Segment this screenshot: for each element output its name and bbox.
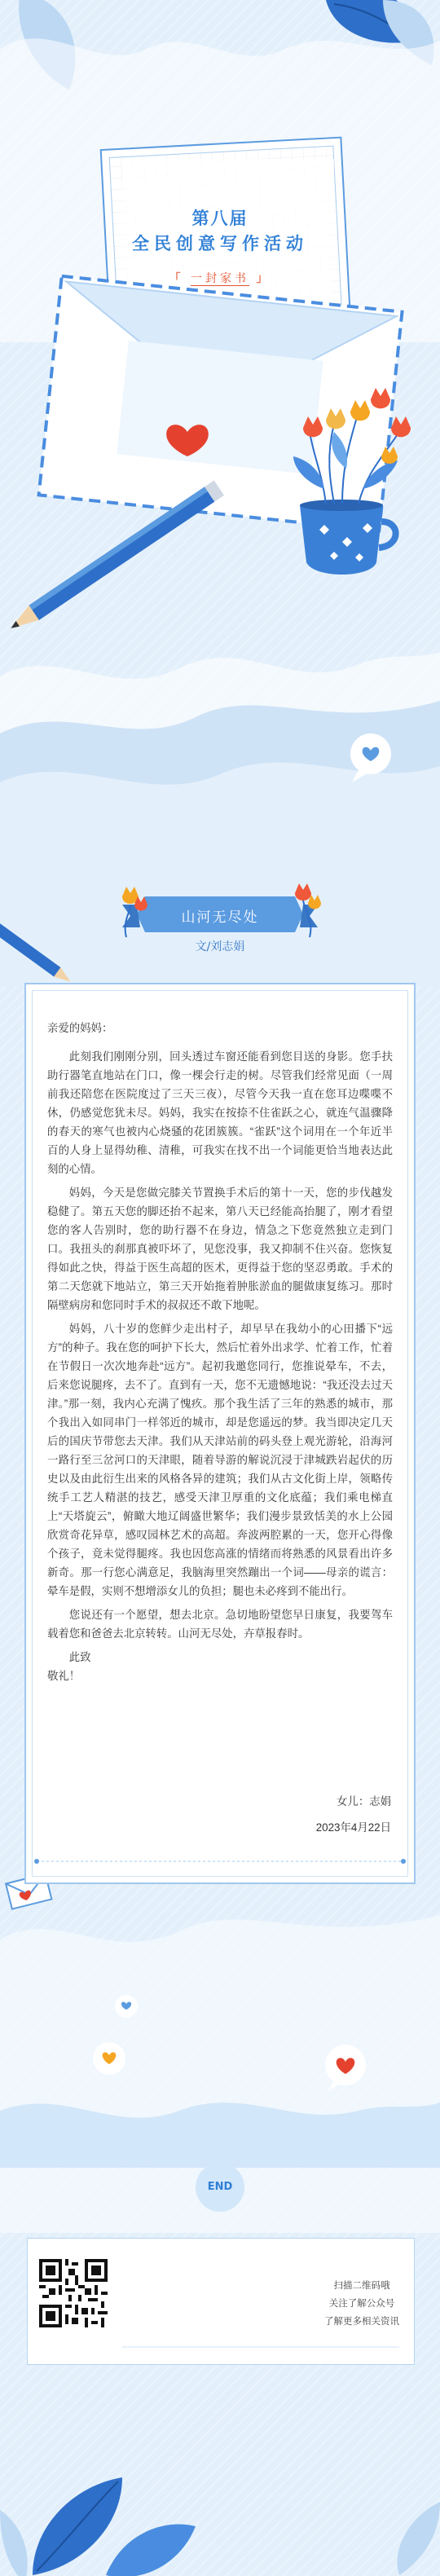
paragraph: 妈妈，八十岁的您鲜少走出村子，却早早在我幼小的心田播下“远方”的种子。我在您的呵护下长大，然后忙着外出求学、忙着工作，忙着在节假日一次次地奔赴“远方”。起初我邀您同行，您推说晕车，不去，后来您说腿疼，去不了。直到有一天，您不无遗憾地说：“我还没去过天津。”那一刻，我内心充满了愧疚。那个我生活了三年的熟悉的城市，那个我出入如同串门一样邻近的城市，却是您遥远的梦。我当即决定几天后的国庆节带您去天津。我们从天津站前的码头登上观光游轮，沿海河一路行至三岔河口的天津眼，随着导游的解说沉浸于津城跌岩起伏的历史以及由此衍生出来的风格各异的建筑；我们从古文化街上岸，领略传统手工艺人精湛的技艺，感受天津卫厚重的文化底蕴；我们乘电梯直上“天塔旋云”，俯瞰大地辽阔盛世繁华；我们漫步景致恬美的水上公园欣赏奇花异草，感叹园林艺术的高超。奔波两腔累的一天，您开心得像个孩子，竟未觉得腿疼。我也因您高涨的情绪而将熟悉的风景看出许多新奇。那一行您心满意足，我脑海里突然蹦出一个词——母亲的谎言：晕车是假，实则不想增添女儿的负担；腿也未必疼到不能出行。 xyxy=(47,1323,393,1597)
footer-line: 关注了解公众号 xyxy=(328,2297,395,2309)
footer-text xyxy=(324,2276,399,2330)
letter-date: 2023年4月22日 xyxy=(315,1821,391,1834)
heart-bubble-icon xyxy=(93,2042,125,2075)
article-author: 文/刘志娟 xyxy=(195,940,245,953)
event-subtitle xyxy=(0,270,440,286)
edition-title: 第八届 xyxy=(191,209,249,228)
closing-line: 敬礼！ xyxy=(47,1670,81,1682)
event-title: 全民创意写作活动 xyxy=(132,234,308,253)
greeting: 亲爱的妈妈： xyxy=(47,1022,113,1034)
qr-code-icon[interactable] xyxy=(39,2259,108,2327)
article-title: 山河无尽处 xyxy=(181,909,259,926)
footer-divider xyxy=(122,2343,399,2351)
end-badge: END xyxy=(196,2163,244,2212)
paragraph: 您说还有一个愿望，想去北京。急切地盼望您早日康复，我要驾车载着您和爸爸去北京转转。山河无尽处，卉草报春时。 xyxy=(47,1609,393,1640)
paragraph: 妈妈，今天是您做完膝关节置换手术后的第十一天，您的步伐越发稳健了。第五天您的脚还抬不起来，第八天已经能高抬腿了，刚才看望您的客人告别时，您的助行器不在身边，情急之下您竟然独立走到门口。我扭头的刹那真被吓坏了，见您没事，我又抑制不住兴奋。您恢复得如此之快，得益于医生高超的医术，更得益于您的坚忍勇敢。手术的第二天您就下地站立，第三天开始拖着肿胀淤血的腿做康复练习。那时隔壁病房和您同时手术的叔叔还不敢下地呢。 xyxy=(47,1187,393,1311)
heart-bubble-icon xyxy=(115,1995,138,2018)
divider xyxy=(24,1853,416,1869)
signature: 女儿：志娟 xyxy=(337,1795,391,1808)
footer-line: 了解更多相关资讯 xyxy=(324,2315,399,2327)
footer-line: 扫描二维码哦 xyxy=(333,2279,390,2291)
bracket-close: 」 xyxy=(256,272,271,285)
paragraph: 此刻我们刚刚分别，回头透过车窗还能看到您目送的身影。您手扶助行器笔直地站在门口，像一棵会行走的树。尽管我们经常见面（一周前我还陪您在医院度过了三天三夜），尽管今天我一直在您耳边喋喋不休，仍感觉您犹未尽。妈妈，我实在按捺不住雀跃之心，就连气温骤降的春天的寒气也被内心烧骚的花团簇簇。“雀跃”这个词用在一个年近半百的人身上显得幼稚、清稚，可我实在找不出一个词能更恰当地表达此刻的心情。 xyxy=(47,1050,393,1175)
letter-body xyxy=(47,1047,393,1685)
letter-greeting xyxy=(47,1019,393,1037)
bracket-open: 「 xyxy=(169,272,184,285)
closing-line: 此致 xyxy=(68,1651,91,1663)
subtitle-text: 一封家书 xyxy=(191,272,249,285)
